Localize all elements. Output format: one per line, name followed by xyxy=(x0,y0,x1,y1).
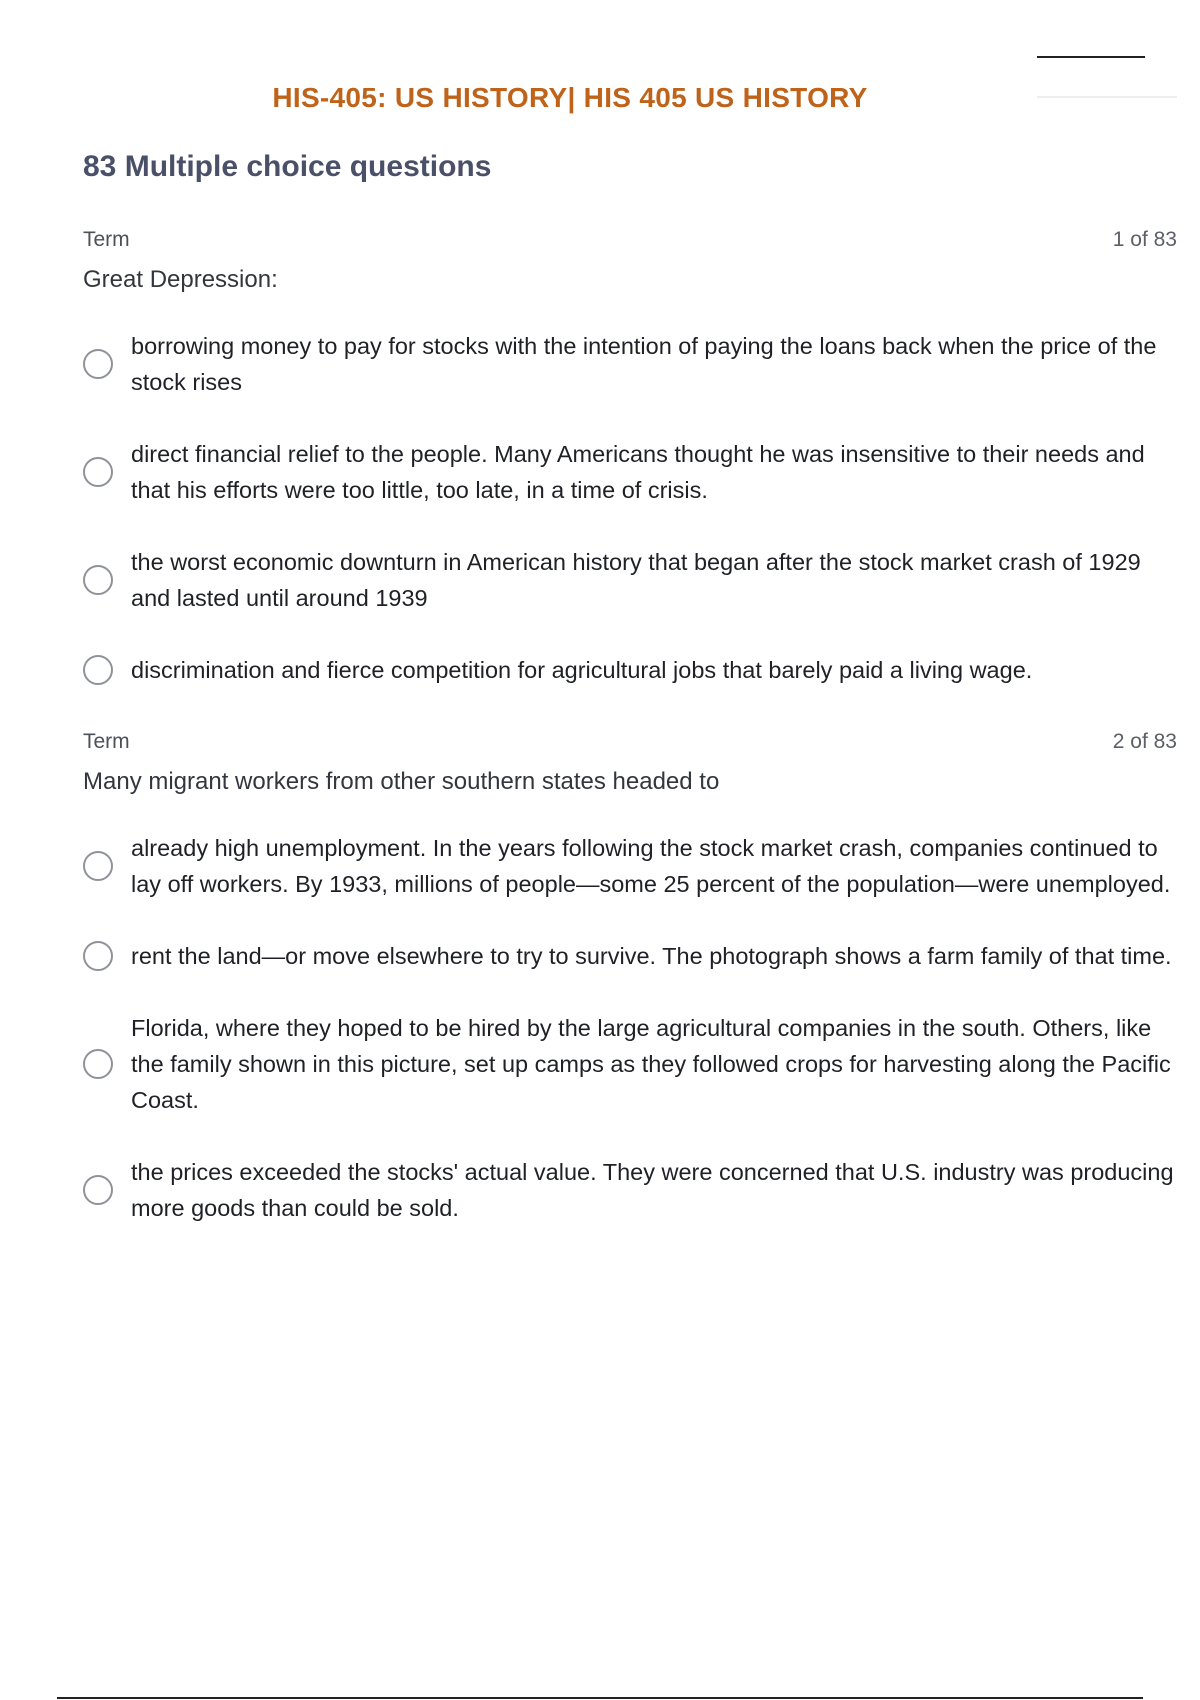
question-meta xyxy=(83,730,1177,758)
term-label: Term xyxy=(83,228,130,251)
answer-option-text: Florida, where they hoped to be hired by the large agricultural companies in the south. Others, like the family shown in this picture, set up camps as they followed crops for harvesting along the Pacific Coast. xyxy=(131,1015,1171,1113)
question-meta xyxy=(83,228,1177,256)
question-counter: 2 of 83 xyxy=(1112,730,1177,753)
answer-option[interactable] xyxy=(83,328,1177,400)
radio-button-icon[interactable] xyxy=(83,851,113,881)
answer-option-text: borrowing money to pay for stocks with the intention of paying the loans back when the price of the stock rises xyxy=(131,333,1157,395)
radio-button-icon[interactable] xyxy=(83,941,113,971)
answer-option-text: the prices exceeded the stocks' actual value. They were concerned that U.S. industry was producing more goods than could be sold. xyxy=(131,1159,1174,1221)
radio-button-icon[interactable] xyxy=(83,349,113,379)
section-heading: 83 Multiple choice questions xyxy=(83,150,492,183)
radio-button-icon[interactable] xyxy=(83,1049,113,1079)
answer-option-text: discrimination and fierce competition for agricultural jobs that barely paid a living wage. xyxy=(131,657,1033,683)
document-title: HIS-405: US HISTORY| HIS 405 US HISTORY xyxy=(272,82,868,113)
answer-option[interactable] xyxy=(83,938,1177,974)
question-2 xyxy=(83,730,1177,1262)
answer-option[interactable] xyxy=(83,436,1177,508)
answer-option[interactable] xyxy=(83,544,1177,616)
radio-button-icon[interactable] xyxy=(83,565,113,595)
radio-button-icon[interactable] xyxy=(83,1175,113,1205)
answer-option[interactable] xyxy=(83,1154,1177,1226)
header-rule xyxy=(1037,56,1145,58)
answer-option[interactable] xyxy=(83,652,1177,688)
radio-button-icon[interactable] xyxy=(83,457,113,487)
term-label: Term xyxy=(83,730,130,753)
answer-option-text: already high unemployment. In the years following the stock market crash, companies continued to lay off workers. By 1933, millions of people—some 25 percent of the population—were unemployed. xyxy=(131,835,1171,897)
answer-option[interactable] xyxy=(83,1010,1177,1118)
radio-button-icon[interactable] xyxy=(83,655,113,685)
answer-options xyxy=(83,328,1177,688)
question-prompt: Many migrant workers from other southern states headed to xyxy=(83,768,720,795)
answer-option-text: rent the land—or move elsewhere to try to survive. The photograph shows a farm family of that time. xyxy=(131,943,1172,969)
question-prompt: Great Depression: xyxy=(83,266,278,293)
question-1 xyxy=(83,228,1177,724)
answer-option[interactable] xyxy=(83,830,1177,902)
footer-rule xyxy=(57,1697,1143,1699)
question-counter: 1 of 83 xyxy=(1112,228,1177,251)
answer-option-text: the worst economic downturn in American history that began after the stock market crash of 1929 and lasted until around 1939 xyxy=(131,549,1141,611)
answer-options xyxy=(83,830,1177,1226)
answer-option-text: direct financial relief to the people. Many Americans thought he was insensitive to their needs and that his efforts were too little, too late, in a time of crisis. xyxy=(131,441,1145,503)
